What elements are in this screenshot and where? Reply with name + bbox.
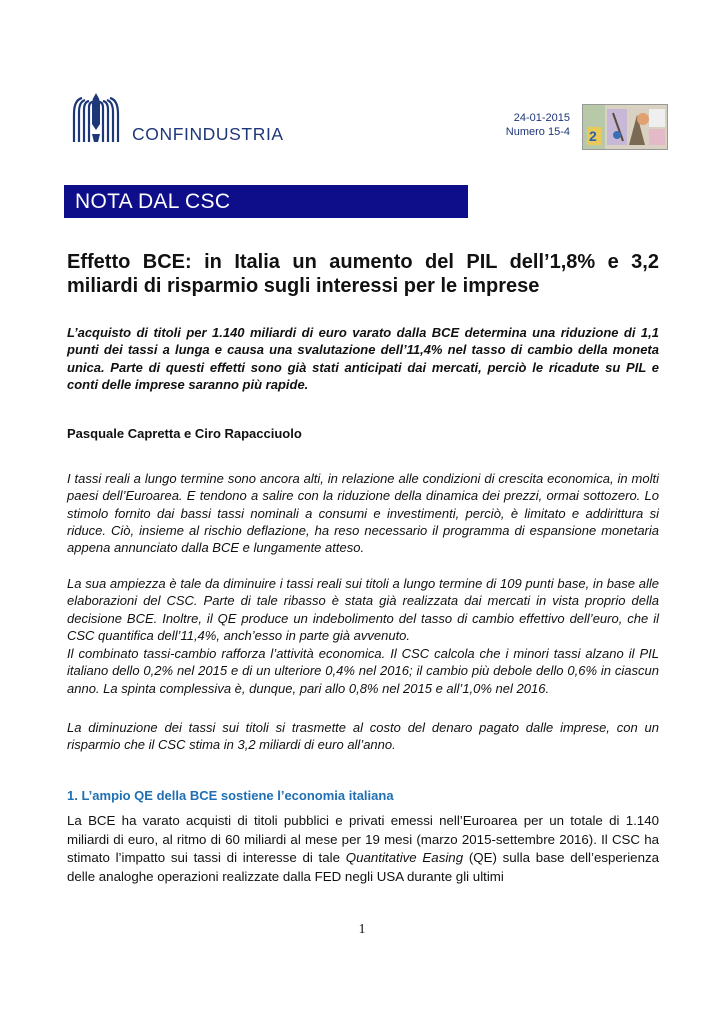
confindustria-logo [60,86,285,156]
svg-text:2: 2 [589,128,597,144]
banner-label: NOTA DAL CSC [75,190,231,213]
body-paragraph-2: La sua ampiezza è tale da diminuire i tassi reali sui titoli a lungo termine di 109 punti base, in base alle elaborazioni del CSC. Parte di tale ribasso è stata già realizzata dai mercati in vista proprio della decisione BCE. Inoltre, il QE produce un indebolimento del tasso di cambio effettivo dell’euro, che il CSC quantifica dell’11,4%, anch’esso in parte già avvenuto. [67,576,659,643]
document-date: 24-01-2015 [513,112,570,124]
body-paragraph-4: La diminuzione dei tassi sui titoli si trasmette al costo del denaro pagato dalle imprese, con un risparmio che il CSC stima in 3,2 miliardi di euro all’anno. [67,720,659,753]
body-paragraph-3: Il combinato tassi-cambio rafforza l’attività economica. Il CSC calcola che i minori tassi alzano il PIL italiano dello 0,2% nel 2015 e di un ulteriore 0,4% nel 2016; il cambio più debole dello 0,6% in ciascun anno. La spinta complessiva è, dunque, pari allo 0,8% nel 2015 e all’1,0% nel 2016. [67,646,659,696]
abstract-summary: L’acquisto di titoli per 1.140 miliardi di euro varato dalla BCE determina una riduzione di 1,1 punti dei tassi a lunga e causa una svalutazione dell’11,4% nel tasso di cambio della moneta unica. Parte di questi effetti sono già stati anticipati dai mercati, perciò le ricadute su PIL e conti delle imprese saranno più rapide. [67,325,659,392]
section-body-text-end: (QE) sulla base dell’esperienza delle analoghe operazioni realizzate dalla FED negli USA durante gli ultimi [67,850,660,884]
decorative-thumbnail-image [582,104,668,150]
section-body-emphasis: Quantitative Easing [345,850,464,865]
body-paragraph-1: I tassi reali a lungo termine sono ancora alti, in relazione alle condizioni di crescita economica, in molti paesi dell’Euroarea. E tendono a salire con la riduzione della dinamica dei prezzi, ormai sottozero. Lo stimolo fornito dai bassi tassi nominali a consumi e investimenti, perciò, è limitato e addirittura si riduce. Ciò, insieme al rischio deflazione, ha reso necessario il programma di espansione monetaria appena annunciato dalla BCE e lungamente atteso. [67,471,659,556]
authors: Pasquale Capretta e Ciro Rapacciuolo [67,426,302,441]
section-heading: 1. L’ampio QE della BCE sostiene l’economia italiana [67,788,394,803]
confindustria-eagle-icon [68,90,124,146]
section-banner [64,185,468,218]
document-title: Effetto BCE: in Italia un aumento del PIL dell’1,8% e 3,2 miliardi di risparmio sugli interessi per le imprese [67,251,659,297]
page-number: 1 [358,922,366,937]
section-body-text-start: La BCE ha varato acquisti di titoli pubblici e privati emessi nell’Euroarea per un totale di 1.140 miliardi di euro, al ritmo di 60 miliardi al mese per 19 mesi (marzo 2015-settembre 2016). Il CSC ha stimato l’impatto sui tassi di interesse di tale [67,813,659,865]
section-body-paragraph [67,812,659,886]
logo-wordmark: CONFINDUSTRIA [132,124,284,144]
document-issue-number: Numero 15-4 [505,126,570,138]
